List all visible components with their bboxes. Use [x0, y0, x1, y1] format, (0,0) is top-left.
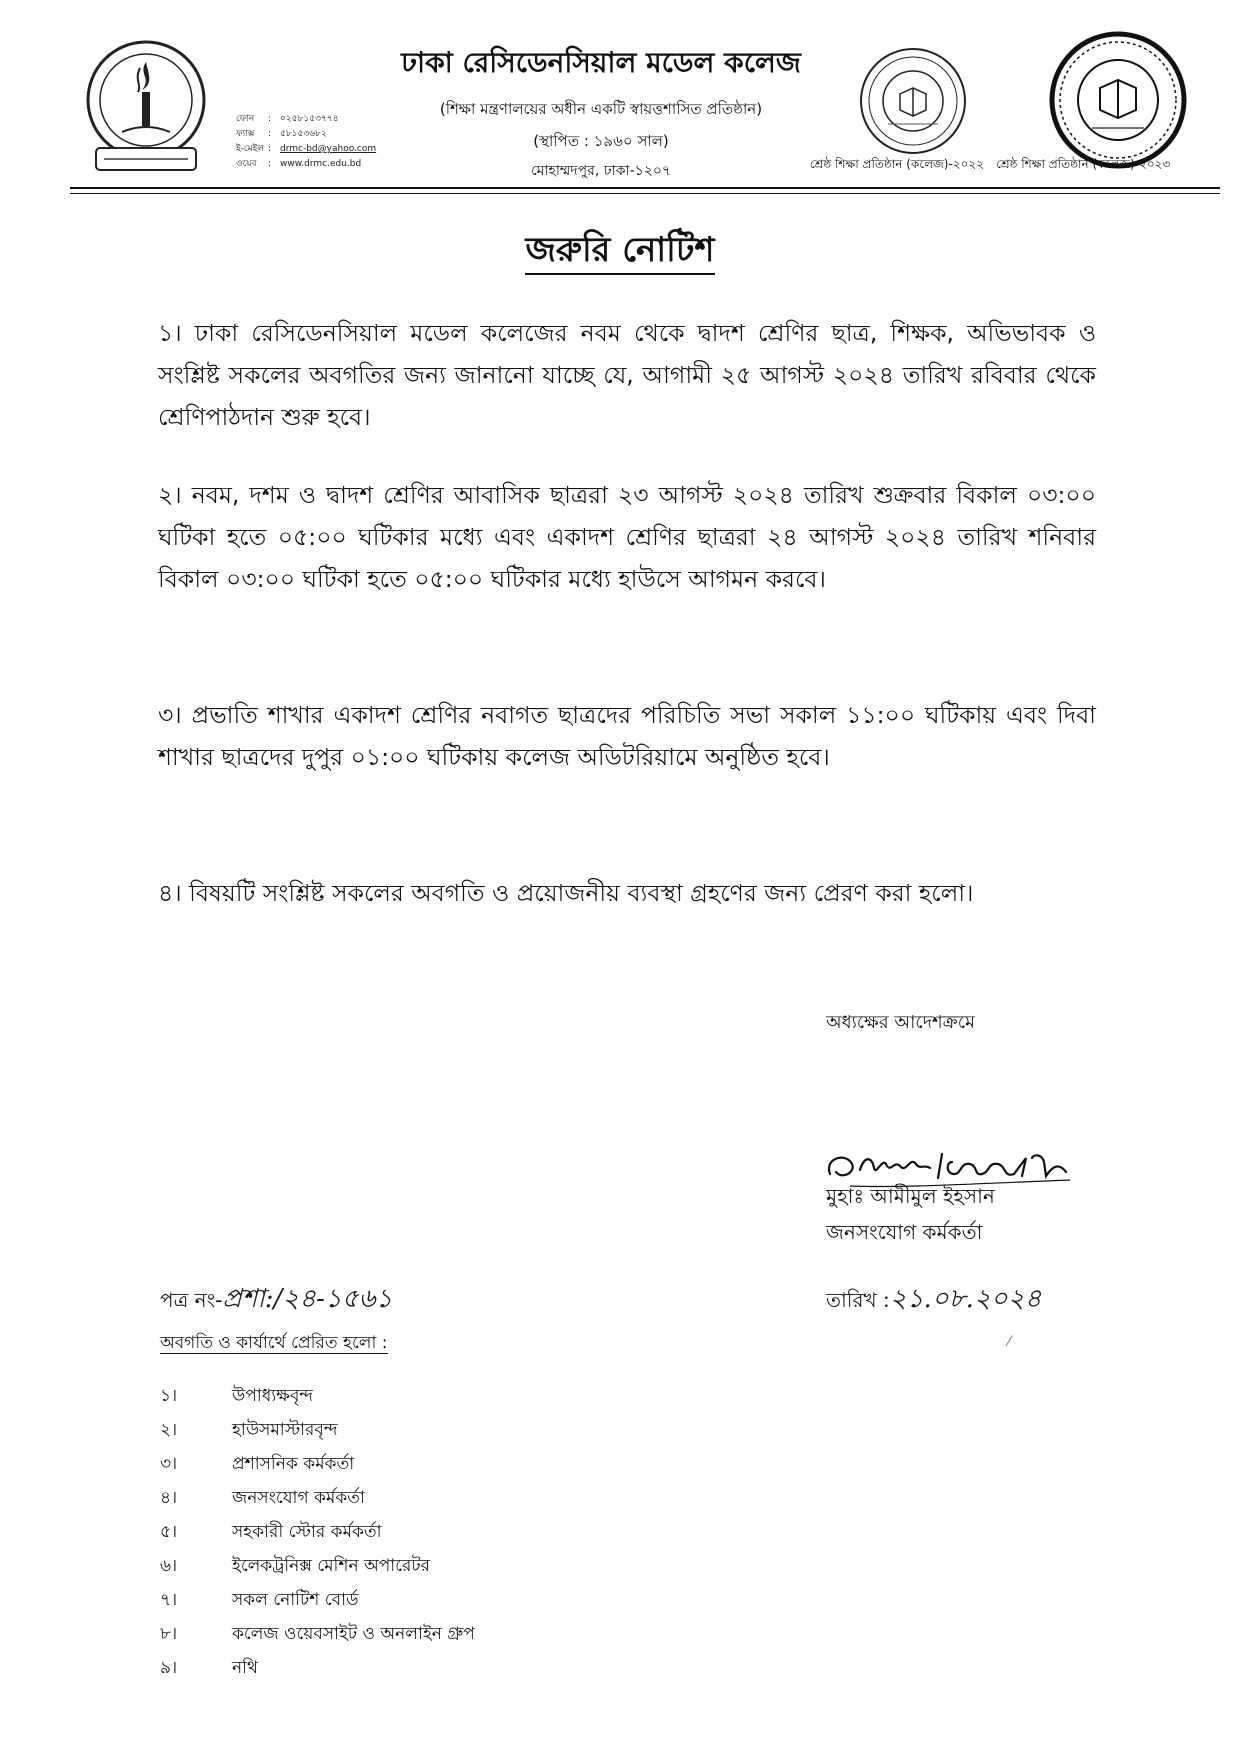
signatory-title: জনসংযোগ কর্মকর্তা: [826, 1220, 983, 1244]
cc-list-item: ৪। জনসংযোগ কর্মকর্তা: [160, 1488, 365, 1508]
cc-heading-wrap: [160, 1330, 388, 1358]
cc-list-item: ৮। কলেজ ওয়েবসাইট ও অনলাইন গ্রুপ: [160, 1624, 475, 1644]
cc-list-item: ৬। ইলেকট্রনিক্স মেশিন অপারেটর: [160, 1556, 431, 1576]
cc-list-item: ৯। নথি: [160, 1658, 259, 1678]
cc-list-item: ৭। সকল নোটিশ বোর্ড: [160, 1590, 359, 1610]
date-label: তারিখ :: [826, 1288, 890, 1312]
phone-label: ফোন: [236, 114, 255, 124]
by-order-of-principal: অধ্যক্ষের আদেশক্রমে: [826, 1012, 975, 1033]
email-label: ই-মেইল: [236, 144, 264, 154]
notice-paragraph-4: ৪। বিষয়টি সংশ্লিষ্ট সকলের অবগতি ও প্রয়োজনীয় ব্যবস্থা গ্রহণের জন্য প্রেরণ করা হলো।: [158, 879, 974, 907]
cc-list-item: ২। হাউসমাস্টারবৃন্দ: [160, 1420, 338, 1440]
web-label: ওয়েব: [236, 159, 257, 169]
college-subtitle: (শিক্ষা মন্ত্রণালয়ের অধীন একটি স্বায়ত্তশাসিত প্রতিষ্ঠান): [439, 100, 763, 118]
email-link[interactable]: drmc-bd@yahoo.com: [280, 144, 377, 154]
header-divider-thin: [70, 193, 1220, 194]
cc-heading: অবগতি ও কার্যার্থে প্রেরিত হলো :: [160, 1333, 388, 1353]
award-2023-caption: শ্রেষ্ঠ শিক্ষা প্রতিষ্ঠান (কলেজ)-২০২৩: [996, 157, 1171, 171]
phone-value: ০২৫৮১৫৩৭৭৪: [280, 114, 339, 124]
signatory-name: মুহাঃ আমীমুল ইহসান: [826, 1184, 995, 1208]
fax-label: ফ্যাক্স: [236, 129, 255, 139]
award-2022-caption: শ্রেষ্ঠ শিক্ষা প্রতিষ্ঠান (কলেজ)-২০২২: [809, 157, 984, 171]
college-name: ঢাকা রেসিডেনসিয়াল মডেল কলেজ: [401, 46, 801, 79]
date-value: ২১.০৮.২০২৪: [889, 1284, 1042, 1314]
cc-list: [160, 1382, 660, 1688]
notice-date: [826, 1278, 1041, 1322]
notice-title-wrap: [0, 228, 1240, 272]
college-crest-icon: [82, 38, 210, 178]
cc-list-item: ৫। সহকারী স্টোর কর্মকর্তা: [160, 1522, 382, 1542]
reference-label: পত্র নং-: [160, 1288, 223, 1312]
notice-paragraph-2: ২। নবম, দশম ও দ্বাদশ শ্রেণির আবাসিক ছাত্ররা ২৩ আগস্ট ২০২৪ তারিখ শুক্রবার বিকাল ০৩:০০ ঘটিকা হতে ০৫:০০ ঘটিকার মধ্যে এবং একাদশ শ্রেণির ছাত্ররা ২৪ আগস্ট ২০২৪ তারিখ শনিবার বিকাল ০৩:০০ ঘটিকা হতে ০৫:০০ ঘটিকার মধ্যে হাউসে আগমন করবে।: [158, 481, 1096, 593]
notice-paragraph-1: ১। ঢাকা রেসিডেনসিয়াল মডেল কলেজের নবম থেকে দ্বাদশ শ্রেণির ছাত্র, শিক্ষক, অভিভাবক ও সংশ্লিষ্ট সকলের অবগতির জন্য জানানো যাচ্ছে যে, আগামী ২৫ আগস্ট ২০২৪ তারিখ রবিবার থেকে শ্রেণিপাঠদান শুরু হবে।: [158, 319, 1096, 431]
college-established: (স্থাপিত : ১৯৬০ সাল): [533, 132, 669, 150]
cc-list-item: ১। উপাধ্যক্ষবৃন্দ: [160, 1386, 314, 1406]
reference-value: প্রশা:/২৪-১৫৬১: [222, 1284, 393, 1314]
cc-list-item: ৩। প্রশাসনিক কর্মকর্তা: [160, 1454, 355, 1474]
award-seal-2022-icon: [858, 46, 968, 156]
header-divider: [70, 187, 1220, 189]
award-seal-2023-icon: [1048, 30, 1188, 170]
web-link[interactable]: www.drmc.edu.bd: [280, 159, 362, 169]
contact-info: ফোন : ০২৫৮১৫৩৭৭৪ ফ্যাক্স : ৫৮১৫৩৬৮২ ই-মেইল : drmc-bd@yahoo.com ওয়েব : www.drmc.edu.bd: [236, 112, 436, 172]
stray-mark: ⁄: [1008, 1334, 1011, 1350]
fax-value: ৫৮১৫৩৬৮২: [280, 129, 327, 139]
reference-number: [160, 1278, 392, 1322]
notice-title: জরুরি নোটিশ: [525, 230, 714, 275]
college-address: মোহাম্মদপুর, ঢাকা-১২০৭: [530, 163, 672, 179]
notice-paragraph-3: ৩। প্রভাতি শাখার একাদশ শ্রেণির নবাগত ছাত্রদের পরিচিতি সভা সকাল ১১:০০ ঘটিকায় এবং দিবা শাখার ছাত্রদের দুপুর ০১:০০ ঘটিকায় কলেজ অডিটরিয়ামে অনুষ্ঠিত হবে।: [158, 701, 1096, 771]
